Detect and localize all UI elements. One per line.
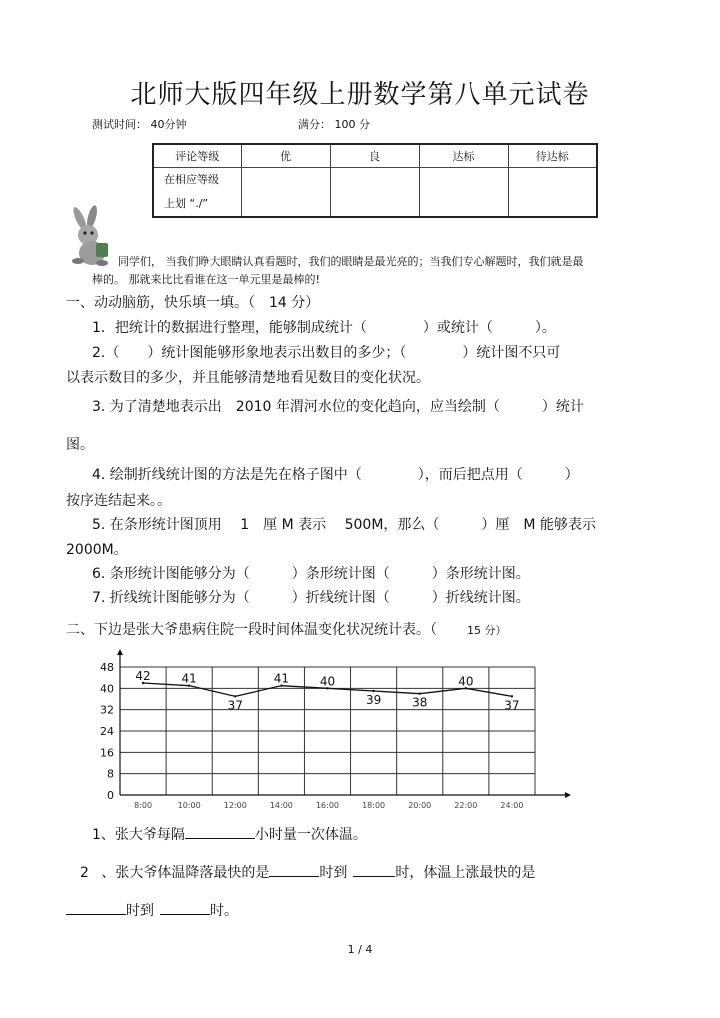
data-label-10:00: 41 xyxy=(181,671,197,686)
test-time: 测试时间： 40分钟 xyxy=(92,118,187,131)
data-label-14:00: 41 xyxy=(273,671,290,686)
x-tick-label-18:00: 18:00 xyxy=(362,801,386,810)
grade-header-needs-work: 待达标 xyxy=(508,144,597,168)
grade-table-header-row xyxy=(153,144,597,168)
y-tick-label-24: 24 xyxy=(100,725,114,738)
intro-line-2: 棒的。 那就来比比看谁在这一单元里是最棒的! xyxy=(92,273,320,286)
data-point-12:00 xyxy=(234,695,236,697)
y-tick-label-0: 0 xyxy=(107,789,114,802)
s2-q2-text-e: 时。 xyxy=(210,903,238,919)
grade-header-label: 评论等级 xyxy=(153,144,241,168)
chart-x-ticks xyxy=(134,801,523,810)
section-2-question-1 xyxy=(92,824,367,844)
x-tick-label-24:00: 24:00 xyxy=(500,801,524,810)
y-tick-label-48: 48 xyxy=(100,661,114,674)
x-tick-label-14:00: 14:00 xyxy=(269,801,293,810)
x-tick-label-20:00: 20:00 xyxy=(408,801,432,810)
data-label-16:00: 40 xyxy=(319,674,336,689)
grade-cell-excellent[interactable] xyxy=(241,168,330,218)
data-label-22:00: 40 xyxy=(458,674,474,689)
chart-data-labels xyxy=(135,669,519,712)
grade-header-pass: 达标 xyxy=(419,144,508,168)
s2-q2-blank-4[interactable] xyxy=(160,902,210,915)
page-title: 北师大版四年级上册数学第八单元试卷 xyxy=(130,80,590,110)
x-tick-label-16:00: 16:00 xyxy=(315,801,340,810)
full-score: 满分： 100 分 xyxy=(298,118,370,131)
grade-row-label-line2: 上划 “./” xyxy=(164,197,209,210)
page-number: 1 / 4 xyxy=(347,943,373,956)
grade-header-good: 良 xyxy=(330,144,419,168)
section-2-score: 15 分） xyxy=(467,624,507,637)
question-5-line-2: 2000M。 xyxy=(66,542,128,558)
s2-q2-text-d: 时到 xyxy=(126,903,154,919)
x-axis-arrow xyxy=(565,792,571,798)
s2-q1-suffix: 小时量一次体温。 xyxy=(254,827,367,843)
chart-y-ticks xyxy=(100,661,114,802)
data-point-18:00 xyxy=(372,690,374,692)
section-2-question-2-cont xyxy=(66,900,238,920)
grade-row-label xyxy=(153,168,241,218)
y-tick-label-40: 40 xyxy=(100,682,114,696)
question-7: 7. 折线统计图能够分为（ ）折线统计图（ ）折线统计图。 xyxy=(92,590,530,606)
grade-cell-pass[interactable] xyxy=(419,168,508,218)
question-1: 1．把统计的数据进行整理，能够制成统计（ ）或统计（ ）。 xyxy=(92,320,556,336)
grade-table-mark-row xyxy=(153,168,597,218)
question-4-line-2: 按序连结起来。。 xyxy=(66,493,171,509)
s2-q1-prefix: 1、张大爷每隔 xyxy=(92,827,185,843)
s2-q2-number: 2 xyxy=(80,865,89,881)
section-2-question-2 xyxy=(80,862,535,882)
s2-q2-text-a: 、张大爷体温降落最快的是 xyxy=(101,865,270,881)
y-tick-label-32: 32 xyxy=(100,703,114,717)
question-6: 6. 条形统计图能够分为（ ）条形统计图（ ）条形统计图。 xyxy=(92,566,530,582)
y-tick-label-8: 8 xyxy=(107,767,114,781)
x-tick-label-8:00: 8:00 xyxy=(134,801,153,810)
section-1-heading: 一、动动脑筋，快乐填一填。（ 14 分） xyxy=(66,295,320,311)
s2-q2-text-c: 时，体温上涨最快的是 xyxy=(395,865,536,881)
question-2-line-2: 以表示数目的多少，并且能够清楚地看见数目的变化状况。 xyxy=(66,370,430,386)
question-4-line-1: 4. 绘制折线统计图的方法是先在格子图中（ ），而后把点用（ ） xyxy=(92,467,579,483)
data-label-12:00: 37 xyxy=(227,698,243,713)
y-tick-label-16: 16 xyxy=(100,746,114,760)
question-3-line-2: 图。 xyxy=(66,437,94,453)
data-point-24:00 xyxy=(511,695,513,697)
temperature-line-chart xyxy=(80,645,580,815)
section-2-heading-text: 二、下边是张大爷患病住院一段时间体温变化状况统计表。（ xyxy=(66,622,437,638)
question-2-line-1: 2.（ ）统计图能够形象地表示出数目的多少；（ ）统计图不只可 xyxy=(92,345,561,361)
s2-q1-answer-blank[interactable] xyxy=(185,826,255,839)
data-point-20:00 xyxy=(419,692,421,694)
data-label-8:00: 42 xyxy=(135,669,151,683)
data-label-24:00: 37 xyxy=(504,698,520,713)
question-3-line-1: 3. 为了清楚地表示出 2010 年渭河水位的变化趋向，应当绘制（ ）统计 xyxy=(92,399,584,415)
data-label-18:00: 39 xyxy=(365,693,382,707)
s2-q2-text-b: 时到 xyxy=(319,865,348,881)
x-tick-label-22:00: 22:00 xyxy=(454,801,478,810)
grade-cell-good[interactable] xyxy=(330,168,419,218)
grade-table xyxy=(152,143,598,218)
s2-q2-blank-2[interactable] xyxy=(353,864,395,877)
grade-row-label-line1: 在相应等级 xyxy=(164,173,219,186)
s2-q2-blank-1[interactable] xyxy=(269,864,319,877)
grade-cell-needs-work[interactable] xyxy=(508,168,597,218)
question-5-line-1: 5. 在条形统计图顶用 1 厘 M 表示 500M，那么（ ）厘 M 能够表示 xyxy=(92,517,596,533)
grade-header-excellent: 优 xyxy=(241,144,330,168)
x-tick-label-10:00: 10:00 xyxy=(177,801,201,810)
y-axis-arrow xyxy=(117,649,123,655)
s2-q2-blank-3[interactable] xyxy=(66,902,126,915)
rabbit-illustration xyxy=(62,205,118,267)
section-2-heading xyxy=(66,619,507,639)
data-label-20:00: 38 xyxy=(412,695,428,710)
x-tick-label-12:00: 12:00 xyxy=(223,801,247,810)
intro-line-1: 同学们， 当我们睁大眼睛认真看题时，我们的眼睛是最光亮的；当我们专心解题时，我们就是最 xyxy=(118,255,584,268)
